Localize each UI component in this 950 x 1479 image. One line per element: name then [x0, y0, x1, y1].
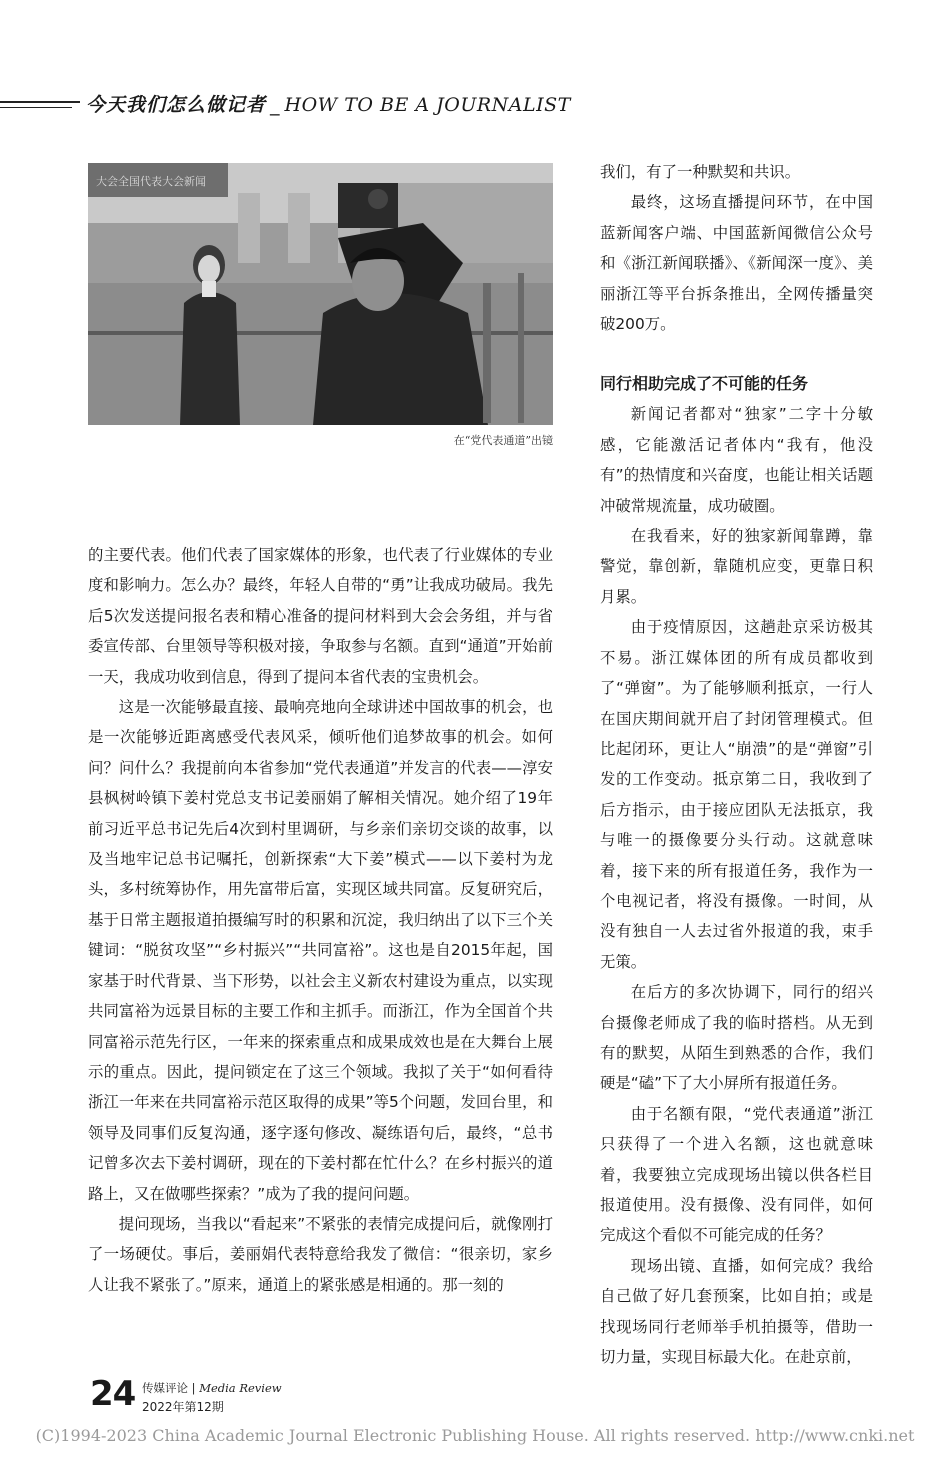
- paragraph: 我们，有了一种默契和共识。: [600, 163, 801, 181]
- header-separator: _: [270, 94, 281, 116]
- running-header: [86, 90, 571, 118]
- magazine-divider: |: [191, 1381, 196, 1395]
- paragraph: 这是一次能够最直接、最响亮地向全球讲述中国故事的机会，也是一次能够近距离感受代表风采，倾听他们追梦故事的机会。如何问？问什么？我提前向本省参加“党代表通道”并发言的代表——淳安县枫树岭镇下姜村党总支书记姜丽娟了解相关情况。她介绍了19年前习近平总书记先后4次到村里调研，与乡亲们亲切交谈的故事，以及当地牢记总书记嘱托，创新探索“大下姜”模式——以下姜村为龙头，多村统筹协作，用先富带后富，实现区域共同富。反复研究后，基于日常主题报道拍摄编写时的积累和沉淀，我归纳出了以下三个关键词：“脱贫攻坚”“乡村振兴”“共同富裕”。这也是自2015年起，国家基于时代背景、当下形势，以社会主义新农村建设为重点，以实现共同富裕为远景目标的主要工作和主抓手。而浙江，作为全国首个共同富裕示范先行区，一年来的探索重点和成果成效也是在大舞台上展示的重点。因此，提问锁定在了这三个领域。我拟了关于“如何看待浙江一年来在共同富裕示范区取得的成果”等5个问题，发回台里，和领导及同事们反复沟通，逐字逐句修改、凝练语句后，最终，“总书记曾多次去下姜村调研，现在的下姜村都在忙什么？在乡村振兴的道路上，又在做哪些探索？”成为了我的提问问题。: [88, 698, 553, 1203]
- paragraph: 现场出镜、直播，如何完成？我给自己做了好几套预案，比如自拍；或是找现场同行老师举手机拍摄等，借助一切力量，实现目标最大化。在赴京前，: [600, 1256, 873, 1367]
- left-column: [88, 540, 553, 1300]
- paragraph: 由于名额有限，“党代表通道”浙江只获得了一个进入名额，这也就意味着，我要独立完成现场出镜以供各栏目报道使用。没有摄像、没有同伴，如何完成这个看似不可能完成的任务？: [600, 1104, 873, 1245]
- paragraph: 在后方的多次协调下，同行的绍兴台摄像老师成了我的临时搭档。从无到有的默契，从陌生到熟悉的合作，我们硬是“磕”下了大小屏所有报道任务。: [600, 983, 873, 1093]
- photo-caption: 在“党代表通道”出镜: [453, 434, 553, 447]
- paragraph: 的主要代表。他们代表了国家媒体的形象，也代表了行业媒体的专业度和影响力。怎么办？最终，年轻人自带的“勇”让我成功破局。我先后5次发送提问报名表和精心准备的提问材料到大会会务组，并与省委宣传部、台里领导等积极对接，争取参与名额。直到“通道”开始前一天，我成功收到信息，得到了提问本省代表的宝贵机会。: [88, 546, 553, 686]
- photo-banner: 大会全国代表大会新闻: [96, 175, 206, 188]
- magazine-name-en: Media Review: [199, 1381, 282, 1395]
- header-rule-thin: [0, 107, 72, 108]
- paragraph: 由于疫情原因，这趟赴京采访极其不易。浙江媒体团的所有成员都收到了“弹窗”。为了能够顺利抵京，一行人在国庆期间就开启了封闭管理模式。但比起闭环，更让人“崩溃”的是“弹窗”引发的工作变动。抵京第二日，我收到了后方指示，由于接应团队无法抵京，我与唯一的摄像要分头行动。这就意味着，接下来的所有报道任务，我作为一个电视记者，将没有摄像。一时间，从没有独自一人去过省外报道的我，束手无策。: [600, 618, 873, 971]
- magazine-name-cn: 传媒评论: [142, 1381, 188, 1395]
- photo-illustration: [88, 163, 553, 425]
- section-spacer: [600, 339, 873, 369]
- header-title-en: HOW TO BE A JOURNALIST: [284, 94, 571, 116]
- magazine-issue: 2022年第12期: [142, 1400, 224, 1414]
- header-rule: [0, 101, 80, 103]
- section-heading: 同行相助完成了不可能的任务: [600, 374, 809, 394]
- copyright-watermark: (C)1994-2023 China Academic Journal Electronic Publishing House. All rights reserved. http://www.cnki.net: [35, 1426, 915, 1445]
- page-number: 24: [90, 1374, 136, 1414]
- right-column: [600, 157, 873, 1372]
- header-title-cn: 今天我们怎么做记者: [86, 94, 267, 116]
- article-photo: [88, 163, 553, 425]
- paragraph: 在我看来，好的独家新闻靠蹲，靠警觉，靠创新，靠随机应变，更靠日积月累。: [600, 527, 873, 606]
- paragraph: 新闻记者都对“独家”二字十分敏感，它能激活记者体内“我有，他没有”的热情度和兴奋度，也能让相关话题冲破常规流量，成功破圈。: [600, 405, 873, 515]
- magazine-name: [142, 1380, 282, 1396]
- paragraph: 提问现场，当我以“看起来”不紧张的表情完成提问后，就像刚打了一场硬仗。事后，姜丽娟代表特意给我发了微信：“很亲切，家乡人让我不紧张了。”原来，通道上的紧张感是相通的。那一刻的: [88, 1214, 553, 1294]
- paragraph: 最终，这场直播提问环节，在中国蓝新闻客户端、中国蓝新闻微信公众号和《浙江新闻联播》、《新闻深一度》、美丽浙江等平台拆条推出，全网传播量突破200万。: [600, 193, 873, 334]
